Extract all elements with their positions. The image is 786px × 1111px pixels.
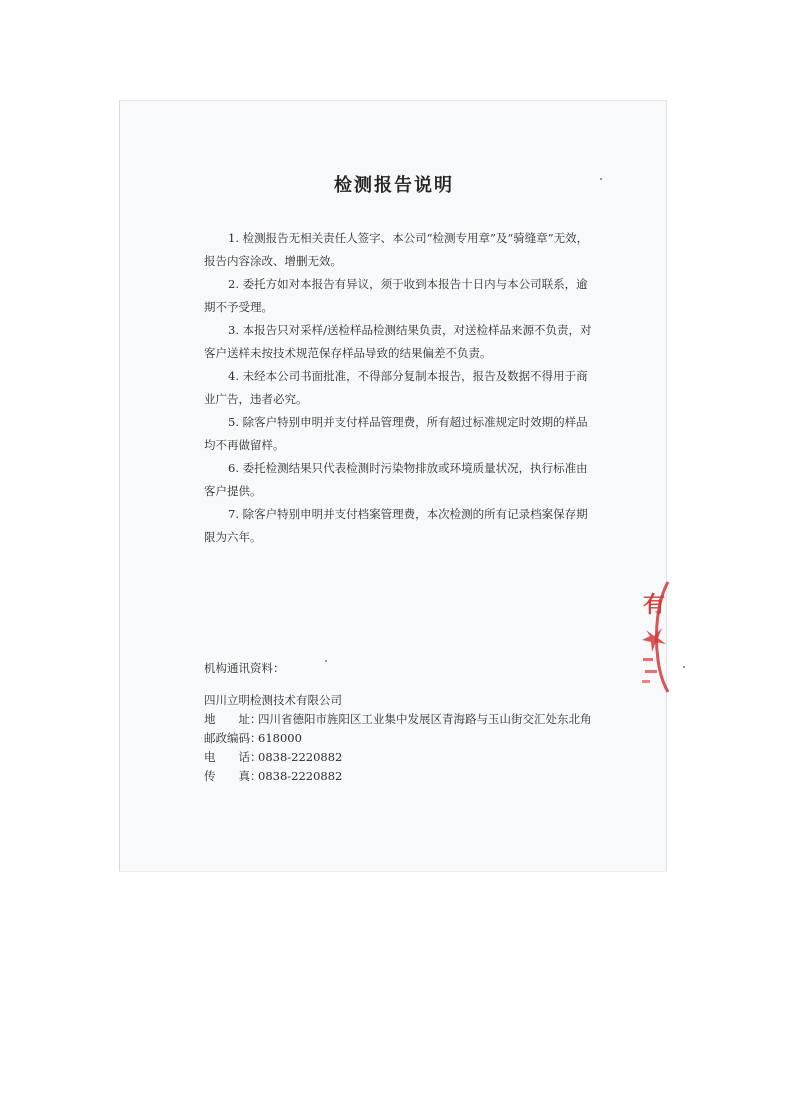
company-name: 四川立明检测技术有限公司 <box>204 693 342 707</box>
fax-label: 传 真： <box>204 769 262 783</box>
phone-value: 0838-2220882 <box>258 750 343 764</box>
note-item: 6. 委托检测结果只代表检测时污染物排放或环境质量状况，执行标准由客户提供。 <box>204 461 588 498</box>
contact-info <box>204 659 624 786</box>
scan-speck <box>683 666 685 668</box>
scan-speck <box>600 178 602 180</box>
fax-row <box>204 767 624 786</box>
postcode-row <box>204 729 624 748</box>
address-label: 地 址： <box>204 712 262 726</box>
note-item: 3. 本报告只对采样/送检样品检测结果负责，对送检样品来源不负责，对客户送样未按技术规范保存样品导致的结果偏差不负责。 <box>204 323 592 360</box>
notes-list <box>204 227 592 549</box>
scan-edge <box>119 871 667 872</box>
note-item: 2. 委托方如对本报告有异议，须于收到本报告十日内与本公司联系，逾期不予受理。 <box>204 277 588 314</box>
seal-text: 有 <box>643 592 666 618</box>
postcode-value: 618000 <box>258 731 302 745</box>
fax-value: 0838-2220882 <box>258 769 343 783</box>
note-item: 4. 未经本公司书面批准，不得部分复制本报告，报告及数据不得用于商业广告，违者必究。 <box>204 369 588 406</box>
address-value: 四川省德阳市旌阳区工业集中发展区青海路与玉山街交汇处东北角 <box>258 712 592 726</box>
page-title: 检测报告说明 <box>334 175 454 196</box>
note-item: 7. 除客户特别申明并支付档案管理费，本次检测的所有记录档案保存期限为六年。 <box>204 507 588 544</box>
note-item: 5. 除客户特别申明并支付样品管理费，所有超过标准规定时效期的样品均不再做留样。 <box>204 415 588 452</box>
scan-speck <box>325 660 327 662</box>
phone-label: 电 话： <box>204 750 262 764</box>
address-row <box>204 710 624 729</box>
postcode-label: 邮政编码： <box>204 731 262 745</box>
phone-row <box>204 748 624 767</box>
contact-heading: 机构通讯资料： <box>204 661 285 675</box>
scanned-page <box>119 100 667 872</box>
note-item: 1. 检测报告无相关责任人签字、本公司“检测专用章”及“骑缝章”无效，报告内容涂改、增删无效。 <box>204 231 589 268</box>
seal-stamp <box>640 580 670 695</box>
